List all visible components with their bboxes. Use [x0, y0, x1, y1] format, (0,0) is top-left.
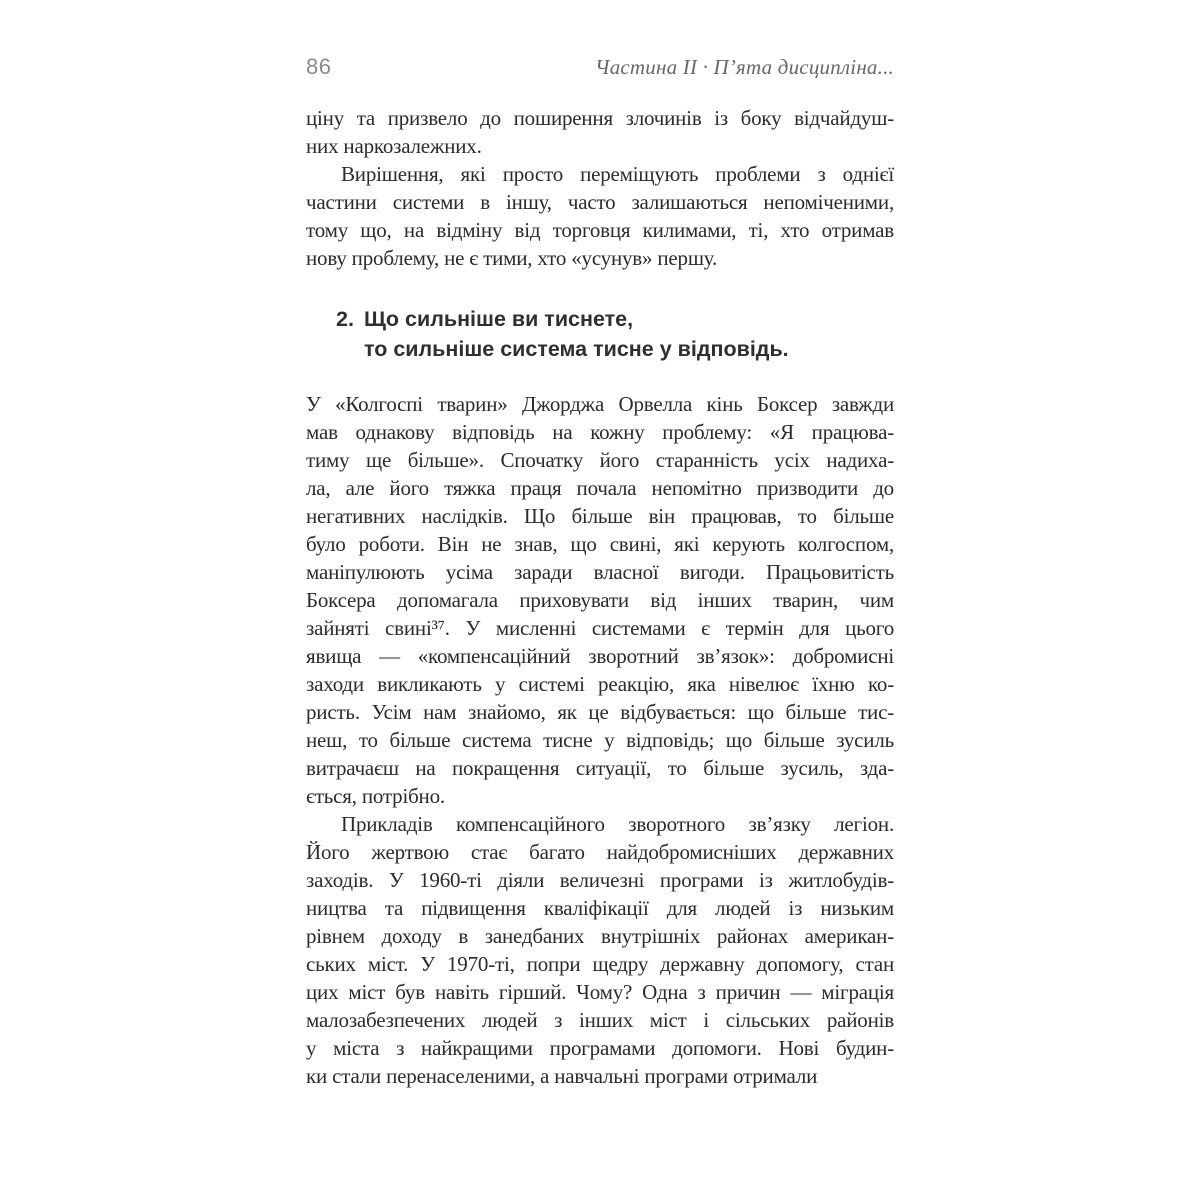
text-line: ки стали перенаселеними, а навчальні програми отримали	[306, 1064, 818, 1088]
text-line: негативних наслідків. Що більше він працював, то більше	[306, 504, 894, 528]
text-line: неш, то більше система тисне у відповідь; що більше зусиль	[306, 728, 894, 752]
running-head	[306, 54, 894, 80]
text-line: тиму ще більше». Спочатку його старанність усіх надиха-	[306, 448, 894, 472]
text-line: явища — «компенсаційний зворотний зв’язок»: добромисні	[306, 644, 894, 668]
text-line: мав однакову відповідь на кожну проблему: «Я працюва-	[306, 420, 894, 444]
text-line: тому що, на відміну від торговця килимами, ті, хто отримав	[306, 218, 894, 242]
text-line: зайняті свині³⁷. У мисленні системами є термін для цього	[306, 616, 894, 640]
text-line: маніпулюють усіма заради власної вигоди. Працьовитість	[306, 560, 894, 584]
page-number: 86	[306, 54, 332, 79]
text-line: витрачаєш на покращення ситуації, то більше зусиль, зда-	[306, 756, 894, 780]
text-line: заходи викликають у системі реакцію, яка нівелює їхню ко-	[306, 672, 894, 696]
text-line: Прикладів компенсаційного зворотного зв’язку легіон.	[341, 812, 894, 836]
text-line: малозабезпечених людей з інших міст і сільських районів	[306, 1008, 894, 1032]
paragraph	[306, 104, 894, 160]
text-line: було роботи. Він не знав, що свині, які керують колгоспом,	[306, 532, 894, 556]
text-line: цих міст був навіть гірший. Чому? Одна з причин — міграція	[306, 980, 894, 1004]
text-line: ництва та підвищення кваліфікації для людей із низьким	[306, 896, 894, 920]
text-line: ських міст. У 1970-ті, попри щедру державну допомогу, стан	[306, 952, 894, 976]
section-heading-line: то сильніше система тисне у відповідь.	[364, 337, 789, 361]
text-line: Вирішення, які просто переміщують проблеми з однієї	[341, 162, 894, 186]
paragraph	[306, 810, 894, 1090]
page-content	[306, 104, 894, 1090]
text-line: нову проблему, не є тими, хто «усунув» першу.	[306, 246, 718, 270]
section-heading-line: Що сильніше ви тиснете,	[364, 307, 634, 331]
text-line: ціну та призвело до поширення злочинів із боку відчайдуш-	[306, 106, 894, 130]
section-heading-text	[364, 304, 894, 364]
paragraph	[306, 160, 894, 272]
text-line: Боксера допомагала приховувати від інших тварин, чим	[306, 588, 894, 612]
text-line: них наркозалежних.	[306, 134, 482, 158]
text-line: У «Колгоспі тварин» Джорджа Орвелла кінь Боксер завжди	[306, 392, 894, 416]
text-line: рівнем доходу в занедбаних внутрішніх районах американ-	[306, 924, 894, 948]
section-heading	[336, 304, 894, 364]
running-head-title: Частина II · П’ята дисципліна...	[595, 55, 894, 79]
section-heading-number: 2.	[336, 307, 354, 331]
text-line: ла, але його тяжка праця почала непомітно призводити до	[306, 476, 894, 500]
text-line: у міста з найкращими програмами допомоги. Нові будин-	[306, 1036, 894, 1060]
text-line: Його жертвою стає багато найдобромисніших державних	[306, 840, 894, 864]
text-line: ється, потрібно.	[306, 784, 445, 808]
text-line: заходів. У 1960-ті діяли величезні програми із житлобудів-	[306, 868, 894, 892]
text-line: ристь. Усім нам знайомо, як це відбувається: що більше тис-	[306, 700, 894, 724]
paragraph	[306, 390, 894, 810]
text-line: частини системи в іншу, часто залишаються непоміченими,	[306, 190, 894, 214]
